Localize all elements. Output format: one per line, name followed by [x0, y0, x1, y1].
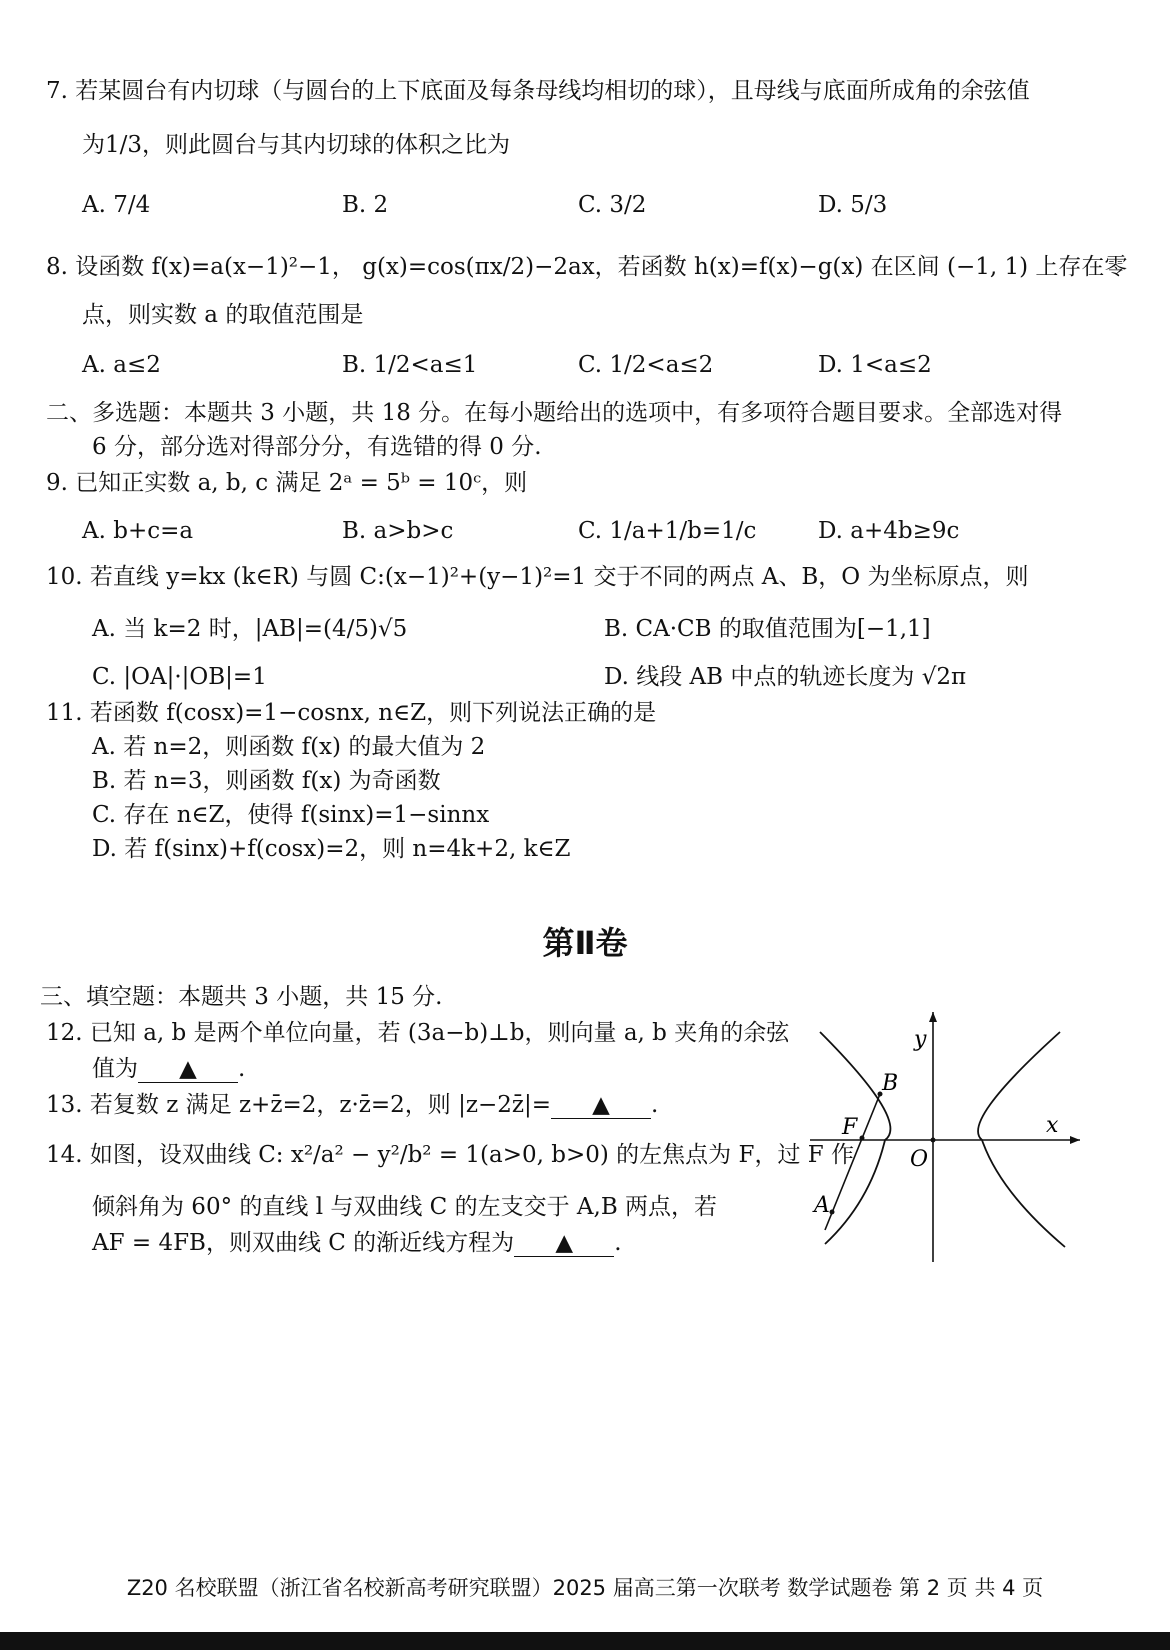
q7-line1: 7. 若某圆台有内切球（与圆台的上下底面及每条母线均相切的球），且母线与底面所成角的余弦值: [46, 78, 1030, 104]
q10-option-c: C. |OA|·|OB|=1: [92, 664, 267, 690]
q12-line1: 12. 已知 a, b 是两个单位向量，若 (3a−b)⊥b，则向量 a, b 夹角的余弦: [46, 1020, 790, 1046]
label-a: A: [814, 1193, 830, 1218]
q13-answer-blank: ▲: [551, 1092, 651, 1119]
section2-line2: 6 分，部分选对得部分分，有选错的得 0 分.: [92, 434, 542, 460]
hyperbola-figure: [810, 1012, 1080, 1262]
q14-line3-suffix: .: [614, 1230, 622, 1256]
q11-option-c: C. 存在 n∈Z，使得 f(sinx)=1−sinnx: [92, 802, 490, 828]
q12-line2: [92, 1054, 245, 1084]
q12-line2-prefix: 值为: [92, 1056, 138, 1082]
q10-option-b: B. CA·CB 的取值范围为[−1,1]: [604, 616, 931, 642]
q7-option-c: C. 3/2: [578, 192, 647, 218]
q8-option-c: C. 1/2<a≤2: [578, 352, 714, 378]
q9-stem: 9. 已知正实数 a, b, c 满足 2ᵃ = 5ᵇ = 10ᶜ，则: [46, 470, 528, 496]
label-b: B: [882, 1071, 899, 1096]
point-o: [931, 1138, 936, 1143]
label-f: F: [842, 1115, 858, 1140]
q13-prefix: 13. 若复数 z 满足 z+z̄=2，z·z̄=2，则 |z−2z̄|=: [46, 1092, 552, 1118]
q14-answer-blank: ▲: [514, 1230, 614, 1257]
q11-option-d: D. 若 f(sinx)+f(cosx)=2，则 n=4k+2, k∈Z: [92, 836, 571, 862]
q9-option-a: A. b+c=a: [82, 518, 194, 544]
q14-line3-prefix: AF = 4FB，则双曲线 C 的渐近线方程为: [92, 1230, 515, 1256]
q13-line: [46, 1090, 658, 1120]
q9-option-b: B. a>b>c: [342, 518, 454, 544]
label-o: O: [910, 1147, 929, 1172]
q10-option-d: D. 线段 AB 中点的轨迹长度为 √2π: [604, 664, 967, 690]
q12-line2-suffix: .: [238, 1056, 246, 1082]
q14-line2: 倾斜角为 60° 的直线 l 与双曲线 C 的左支交于 A,B 两点，若: [92, 1194, 718, 1220]
q14-line1: 14. 如图，设双曲线 C: x²/a² − y²/b² = 1(a>0, b>0) 的左焦点为 F，过 F 作: [46, 1142, 855, 1168]
q12-answer-blank: ▲: [138, 1056, 238, 1083]
label-x: x: [1046, 1113, 1059, 1138]
point-f: [860, 1136, 865, 1141]
y-axis-arrow-icon: [929, 1012, 937, 1022]
point-a: [830, 1210, 835, 1215]
q13-suffix: .: [651, 1092, 659, 1118]
q8-option-a: A. a≤2: [82, 352, 161, 378]
scan-bottom-edge: [0, 1632, 1170, 1650]
part2-title: 第Ⅱ卷: [542, 924, 628, 962]
q8-line1: 8. 设函数 f(x)=a(x−1)²−1， g(x)=cos(πx/2)−2ax，若函数 h(x)=f(x)−g(x) 在区间 (−1, 1) 上存在零: [46, 254, 1128, 280]
q10-stem: 10. 若直线 y=kx (k∈R) 与圆 C:(x−1)²+(y−1)²=1 交于不同的两点 A、B，O 为坐标原点，则: [46, 564, 1029, 590]
q11-option-b: B. 若 n=3，则函数 f(x) 为奇函数: [92, 768, 441, 794]
q7-option-a: A. 7/4: [82, 192, 151, 218]
q7-option-d: D. 5/3: [818, 192, 888, 218]
q10-option-a: A. 当 k=2 时，|AB|=(4/5)√5: [92, 616, 408, 642]
q11-stem: 11. 若函数 f(cosx)=1−cosnx, n∈Z，则下列说法正确的是: [46, 700, 657, 726]
q8-option-d: D. 1<a≤2: [818, 352, 932, 378]
q8-option-b: B. 1/2<a≤1: [342, 352, 478, 378]
label-y: y: [914, 1027, 927, 1052]
x-axis-arrow-icon: [1070, 1136, 1080, 1144]
q9-option-c: C. 1/a+1/b=1/c: [578, 518, 757, 544]
q11-option-a: A. 若 n=2，则函数 f(x) 的最大值为 2: [92, 734, 486, 760]
section2-line1: 二、多选题：本题共 3 小题，共 18 分。在每小题给出的选项中，有多项符合题目要求。全部选对得: [46, 400, 1063, 426]
section3-heading: 三、填空题：本题共 3 小题，共 15 分.: [40, 984, 443, 1010]
q7-option-b: B. 2: [342, 192, 389, 218]
q14-line3: [92, 1228, 622, 1258]
q7-line2: 为1/3，则此圆台与其内切球的体积之比为: [82, 132, 511, 158]
q9-option-d: D. a+4b≥9c: [818, 518, 960, 544]
page-footer: Z20 名校联盟（浙江省名校新高考研究联盟）2025 届高三第一次联考 数学试题卷 第 2 页 共 4 页: [126, 1576, 1044, 1600]
q8-line2: 点，则实数 a 的取值范围是: [82, 302, 364, 328]
